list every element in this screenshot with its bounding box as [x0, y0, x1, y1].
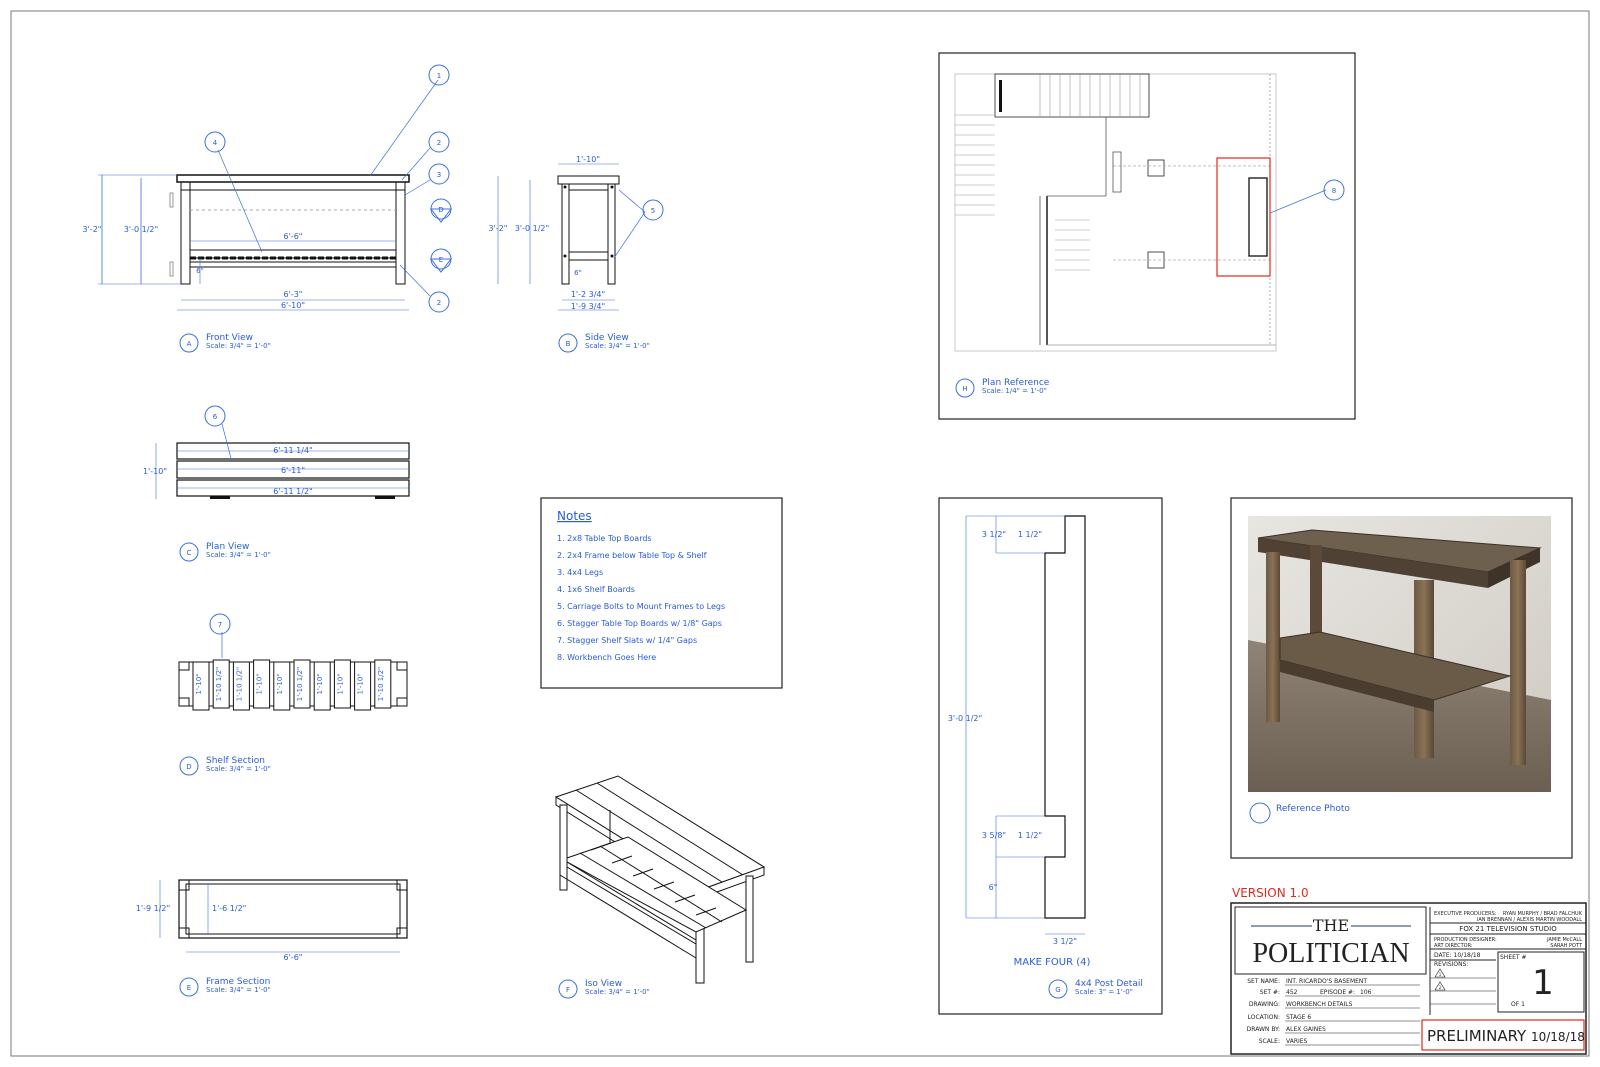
svg-text:EPISODE #:: EPISODE #:: [1320, 989, 1356, 996]
episode-value: 106: [1360, 989, 1372, 996]
plan-dim-board2: 6'-11": [280, 466, 306, 475]
side-view-drawing: [489, 155, 619, 311]
iso-view-drawing: [556, 776, 764, 983]
front-dim-overall: 6'-10": [280, 301, 306, 310]
svg-text:LOCATION:: LOCATION:: [1247, 1014, 1280, 1021]
shelf-slat-dim: 1'-10": [356, 673, 365, 695]
front-dim-height-total: 3'-2": [82, 225, 102, 234]
svg-text:3: 3: [436, 171, 442, 179]
svg-text:6: 6: [212, 413, 218, 421]
svg-text:Scale: 3/4" = 1'-0": Scale: 3/4" = 1'-0": [206, 765, 271, 773]
svg-text:DRAWING:: DRAWING:: [1248, 1001, 1280, 1008]
note-3: 3. 4x4 Legs: [557, 568, 604, 577]
post-dim-a1: 3 1/2": [981, 530, 1007, 539]
svg-text:5: 5: [650, 207, 656, 215]
post-make-four: MAKE FOUR (4): [1013, 957, 1091, 968]
title-block: [1231, 903, 1586, 1054]
svg-text:Front View: Front View: [206, 333, 253, 343]
svg-text:H: H: [962, 385, 968, 393]
svg-text:REVISIONS:: REVISIONS:: [1434, 961, 1469, 968]
side-dim-overall: 1'-9 3/4": [570, 302, 606, 311]
shelf-section-label: [180, 756, 271, 775]
notes-box: [541, 498, 782, 688]
reference-photo-caption: Reference Photo: [1276, 804, 1350, 814]
svg-text:RYAN MURPHY / BRAD FALCHUK: RYAN MURPHY / BRAD FALCHUK: [1502, 911, 1582, 917]
plan-view-label: [180, 542, 271, 561]
frame-dim-inner: 1'-6 1/2": [212, 904, 247, 913]
front-dim-inner: 6'-6": [283, 232, 303, 241]
shelf-slat-dim: 1'-10 1/2": [235, 666, 244, 702]
shelf-slat-dim: 1'-10": [275, 673, 284, 695]
frame-dim-length: 6'-6": [283, 953, 303, 962]
plan-dim-board3: 6'-11 1/2": [273, 487, 313, 496]
post-dim-b2: 1 1/2": [1017, 831, 1043, 840]
studio-name: FOX 21 TELEVISION STUDIO: [1459, 925, 1557, 933]
svg-text:Plan View: Plan View: [206, 542, 250, 552]
note-7: 7. Stagger Shelf Slats w/ 1/4" Gaps: [557, 636, 698, 645]
svg-text:C: C: [186, 549, 192, 557]
svg-text:SCALE:: SCALE:: [1258, 1038, 1280, 1045]
show-title-name: POLITICIAN: [1252, 938, 1410, 969]
front-view-label: [180, 333, 271, 352]
post-dim-total: 3'-0 1/2": [947, 714, 983, 723]
shelf-slats: [193, 660, 391, 710]
svg-text:Scale: 3" = 1'-0": Scale: 3" = 1'-0": [1075, 988, 1133, 996]
set-number-value: 452: [1286, 989, 1298, 996]
notes-heading: Notes: [557, 509, 592, 523]
svg-text:JAMIE McCALL: JAMIE McCALL: [1547, 937, 1582, 943]
svg-text:DRAWN BY:: DRAWN BY:: [1246, 1026, 1280, 1033]
svg-text:Shelf Section: Shelf Section: [206, 756, 265, 766]
svg-text:D: D: [438, 206, 444, 214]
preliminary-stamp: PRELIMINARY 10/18/18: [1427, 1027, 1585, 1045]
svg-text:1: 1: [436, 72, 442, 80]
shelf-slat-dim: 1'-10": [316, 673, 325, 695]
svg-text:Scale: 3/4" = 1'-0": Scale: 3/4" = 1'-0": [585, 988, 650, 996]
svg-text:4: 4: [212, 139, 218, 147]
post-dim-a2: 1 1/2": [1017, 530, 1043, 539]
callout-bubbles: [205, 65, 663, 312]
svg-text:F: F: [565, 986, 571, 994]
svg-text:EXECUTIVE PRODUCERS:: EXECUTIVE PRODUCERS:: [1434, 911, 1497, 917]
side-view-label: [559, 333, 650, 352]
shelf-slat-dim: 1'-10 1/2": [296, 666, 304, 702]
note-8: 8. Workbench Goes Here: [557, 653, 657, 662]
plan-dim-board1: 6'-11 1/4": [273, 446, 313, 455]
frame-section-label: [180, 977, 271, 996]
svg-text:E: E: [438, 256, 444, 264]
note-5: 5. Carriage Bolts to Mount Frames to Legs: [557, 602, 726, 611]
svg-text:SET #:: SET #:: [1259, 989, 1280, 996]
svg-text:2: 2: [436, 139, 442, 147]
plan-dim-depth: 1'-10": [142, 467, 168, 476]
front-dim-height-leg: 3'-0 1/2": [123, 225, 159, 234]
note-6: 6. Stagger Table Top Boards w/ 1/8" Gaps: [557, 619, 722, 628]
shelf-section-drawing: [179, 614, 407, 710]
iso-view-label: [559, 979, 650, 998]
svg-text:2: 2: [1438, 985, 1442, 990]
svg-text:ART DIRECTOR:: ART DIRECTOR:: [1434, 943, 1473, 949]
reference-photo-frame: [1231, 498, 1572, 858]
date-field: DATE: 10/18/18: [1434, 952, 1481, 959]
shelf-slat-dim: 1'-10": [195, 673, 203, 695]
post-detail-frame: [939, 498, 1162, 1014]
shelf-slat-dim: 1'-10 1/2": [215, 666, 224, 702]
shelf-slat-dim: 1'-10 1/2": [376, 666, 385, 702]
svg-text:SHEET #: SHEET #: [1500, 954, 1527, 961]
note-4: 4. 1x6 Shelf Boards: [557, 585, 635, 594]
svg-text:PRODUCTION DESIGNER:: PRODUCTION DESIGNER:: [1434, 937, 1497, 943]
svg-text:G: G: [1055, 986, 1061, 994]
svg-text:Scale: 1/4" = 1'-0": Scale: 1/4" = 1'-0": [982, 387, 1047, 395]
set-name-value: INT. RICARDO'S BASEMENT: [1286, 978, 1368, 985]
front-view-drawing: [83, 175, 409, 310]
post-dim-b1: 3 5/8": [981, 831, 1007, 840]
svg-text:Frame Section: Frame Section: [206, 977, 271, 987]
svg-text:B: B: [565, 340, 571, 348]
svg-text:8: 8: [1331, 187, 1337, 195]
side-dim-shelf-gap: 6": [574, 269, 582, 277]
side-dim-height-total: 3'-2": [488, 224, 508, 233]
scale-value: VARIES: [1286, 1038, 1308, 1045]
svg-text:2: 2: [436, 299, 442, 307]
svg-text:Scale: 3/4" = 1'-0": Scale: 3/4" = 1'-0": [585, 342, 650, 350]
note-2: 2. 2x4 Frame below Table Top & Shelf: [557, 551, 707, 560]
shelf-slat-dim: 1'-10": [336, 673, 345, 695]
svg-text:Plan Reference: Plan Reference: [982, 378, 1050, 388]
svg-text:4x4 Post Detail: 4x4 Post Detail: [1075, 979, 1143, 989]
svg-text:Iso View: Iso View: [585, 979, 623, 989]
front-dim-shelf-gap: 6": [196, 267, 204, 275]
version-label: VERSION 1.0: [1232, 886, 1309, 900]
svg-text:D: D: [186, 763, 192, 771]
side-dim-inner: 1'-2 3/4": [570, 290, 606, 299]
reference-photo: [1248, 516, 1551, 792]
side-dim-height-leg: 3'-0 1/2": [514, 224, 550, 233]
shelf-slat-dim: 1'-10": [255, 673, 264, 695]
front-dim-bottom: 6'-3": [283, 290, 303, 299]
frame-dim-outer: 1'-9 1/2": [135, 904, 171, 913]
svg-text:E: E: [186, 984, 192, 992]
plan-reference-frame: [939, 53, 1355, 419]
location-value: STAGE 6: [1286, 1014, 1312, 1021]
side-dim-top: 1'-10": [575, 155, 601, 164]
svg-text:Scale: 3/4" = 1'-0": Scale: 3/4" = 1'-0": [206, 986, 271, 994]
frame-section-drawing: [136, 880, 407, 962]
svg-text:Scale: 3/4" = 1'-0": Scale: 3/4" = 1'-0": [206, 342, 271, 350]
svg-text:SET NAME:: SET NAME:: [1247, 978, 1280, 985]
note-1: 1. 2x8 Table Top Boards: [557, 534, 652, 543]
post-dim-width: 3 1/2": [1052, 937, 1078, 946]
drawn-by-value: ALEX GAINES: [1286, 1026, 1326, 1033]
sheet-number: 1: [1532, 963, 1554, 1003]
svg-text:Side View: Side View: [585, 333, 629, 343]
show-title-the: THE: [1312, 916, 1350, 935]
svg-text:Scale: 3/4" = 1'-0": Scale: 3/4" = 1'-0": [206, 551, 271, 559]
svg-text:7: 7: [217, 621, 223, 629]
svg-text:OF 1: OF 1: [1511, 1001, 1525, 1008]
svg-text:SARAH POTT: SARAH POTT: [1550, 943, 1582, 949]
plan-view-drawing: [143, 406, 409, 499]
svg-text:IAN BRENNAN / ALEXIS MARTIN WO: IAN BRENNAN / ALEXIS MARTIN WOODALL: [1476, 917, 1582, 923]
svg-text:A: A: [186, 340, 192, 348]
svg-text:1: 1: [1438, 972, 1442, 977]
drawing-value: WORKBENCH DETAILS: [1286, 1001, 1353, 1008]
post-dim-foot: 6": [988, 883, 998, 892]
